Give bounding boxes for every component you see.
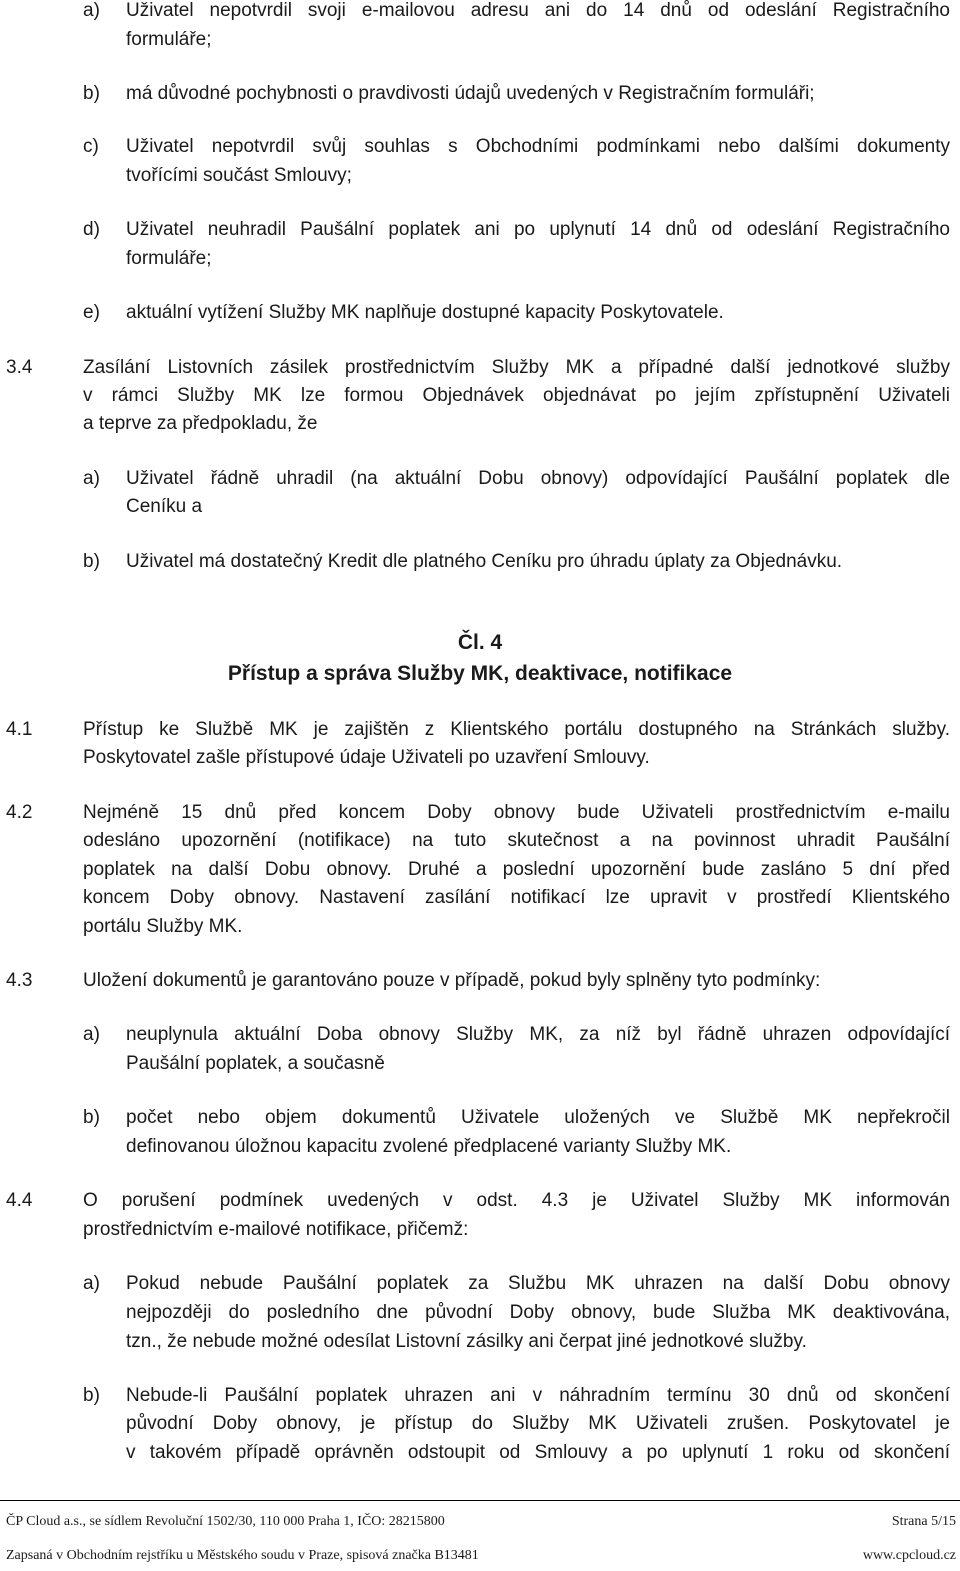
list-item-line: formuláře; — [126, 248, 212, 269]
footer-company: ČP Cloud a.s., se sídlem Revoluční 1502/30, 110 000 Praha 1, IČO: 28215800 — [6, 1514, 445, 1529]
paragraph-line: Zasílání Listovních zásilek prostřednictvím Služby MK a případné další jednotkové služby — [83, 357, 950, 378]
list-item-line: původní Doby obnovy, je přístup do Služby MK Uživateli zrušen. Poskytovatel je — [126, 1413, 950, 1434]
list-marker: a) — [83, 468, 100, 489]
list-item-line: má důvodné pochybnosti o pravdivosti údajů uvedených v Registračním formuláři; — [126, 83, 815, 104]
paragraph-line: Nejméně 15 dnů před koncem Doby obnovy bude Uživateli prostřednictvím e-mailu — [83, 802, 950, 823]
paragraph-line: v rámci Služby MK lze formou Objednávek objednávat po jejím zpřístupnění Uživateli — [83, 385, 950, 406]
section-number: 4.4 — [6, 1190, 33, 1211]
list-item-line: Paušální poplatek, a současně — [126, 1053, 385, 1074]
list-item-line: Uživatel nepotvrdil svůj souhlas s Obchodními podmínkami nebo dalšími dokumenty — [126, 136, 950, 157]
list-marker: d) — [83, 219, 100, 240]
section-number: 3.4 — [6, 357, 33, 378]
article-number: Čl. 4 — [457, 631, 503, 654]
footer-divider — [0, 1500, 960, 1501]
paragraph-line: Uložení dokumentů je garantováno pouze v případě, pokud byly splněny tyto podmínky: — [83, 970, 821, 991]
footer-registry: Zapsaná v Obchodním rejstříku u Městského soudu v Praze, spisová značka B13481 — [6, 1548, 479, 1563]
paragraph-line: poplatek na další Dobu obnovy. Druhé a poslední upozornění bude zasláno 5 dní před — [83, 859, 950, 880]
list-item-line: Uživatel neuhradil Paušální poplatek ani po uplynutí 14 dnů od odeslání Registračního — [126, 219, 950, 240]
section-number: 4.3 — [6, 970, 33, 991]
list-item-line: tzn., že nebude možné odesílat Listovní zásilky ani čerpat jiné jednotkové služby. — [126, 1331, 807, 1352]
list-item-line: Uživatel řádně uhradil (na aktuální Dobu obnovy) odpovídající Paušální poplatek dle — [126, 468, 950, 489]
section-number: 4.2 — [6, 802, 33, 823]
paragraph-line: prostřednictvím e-mailové notifikace, přičemž: — [83, 1219, 469, 1240]
list-marker: a) — [83, 0, 100, 21]
paragraph-line: Poskytovatel zašle přístupové údaje Uživateli po uzavření Smlouvy. — [83, 747, 650, 768]
list-marker: c) — [83, 136, 99, 157]
list-item-line: definovanou úložnou kapacitu zvolené předplacené varianty Služby MK. — [126, 1136, 732, 1157]
list-marker: b) — [83, 1385, 100, 1406]
paragraph-line: O porušení podmínek uvedených v odst. 4.3 je Uživatel Služby MK informován — [83, 1190, 950, 1211]
list-item-line: Ceníku a — [126, 496, 203, 517]
article-title: Přístup a správa Služby MK, deaktivace, notifikace — [227, 662, 733, 685]
list-item-line: formuláře; — [126, 29, 212, 50]
paragraph-line: portálu Služby MK. — [83, 916, 243, 937]
list-item-line: Pokud nebude Paušální poplatek za Službu MK uhrazen na další Dobu obnovy — [126, 1273, 950, 1294]
list-item-line: aktuální vytížení Služby MK naplňuje dostupné kapacity Poskytovatele. — [126, 302, 724, 323]
list-item-line: Uživatel má dostatečný Kredit dle platného Ceníku pro úhradu úplaty za Objednávku. — [126, 551, 843, 572]
footer-page-number: Strana 5/15 — [891, 1514, 956, 1529]
list-marker: b) — [83, 83, 100, 104]
list-item-line: v takovém případě oprávněn odstoupit od Smlouvy a po uplynutí 1 roku od skončení — [126, 1442, 950, 1463]
list-marker: a) — [83, 1024, 100, 1045]
list-marker: a) — [83, 1273, 100, 1294]
list-marker: b) — [83, 1107, 100, 1128]
list-marker: e) — [83, 302, 100, 323]
list-item-line: Nebude-li Paušální poplatek uhrazen ani v náhradním termínu 30 dnů od skončení — [126, 1385, 950, 1406]
list-item-line: tvořícími součást Smlouvy; — [126, 165, 352, 186]
paragraph-line: a teprve za předpokladu, že — [83, 413, 318, 434]
paragraph-line: koncem Doby obnovy. Nastavení zasílání notifikací lze upravit v prostředí Klientského — [83, 887, 950, 908]
footer-website-link[interactable]: www.cpcloud.cz — [862, 1548, 956, 1563]
list-marker: b) — [83, 551, 100, 572]
list-item-line: nejpozději do posledního dne původní Doby obnovy, bude Služba MK deaktivována, — [126, 1302, 950, 1323]
paragraph-line: Přístup ke Službě MK je zajištěn z Klientského portálu dostupného na Stránkách služby. — [83, 719, 950, 740]
list-item-line: počet nebo objem dokumentů Uživatele uložených ve Službě MK nepřekročil — [126, 1107, 950, 1128]
section-number: 4.1 — [6, 719, 33, 740]
list-item-line: neuplynula aktuální Doba obnovy Služby MK, za níž byl řádně uhrazen odpovídající — [126, 1024, 950, 1045]
paragraph-line: odesláno upozornění (notifikace) na tuto skutečnost a na povinnost uhradit Paušální — [83, 830, 950, 851]
list-item-line: Uživatel nepotvrdil svoji e-mailovou adresu ani do 14 dnů od odeslání Registračního — [126, 0, 950, 21]
